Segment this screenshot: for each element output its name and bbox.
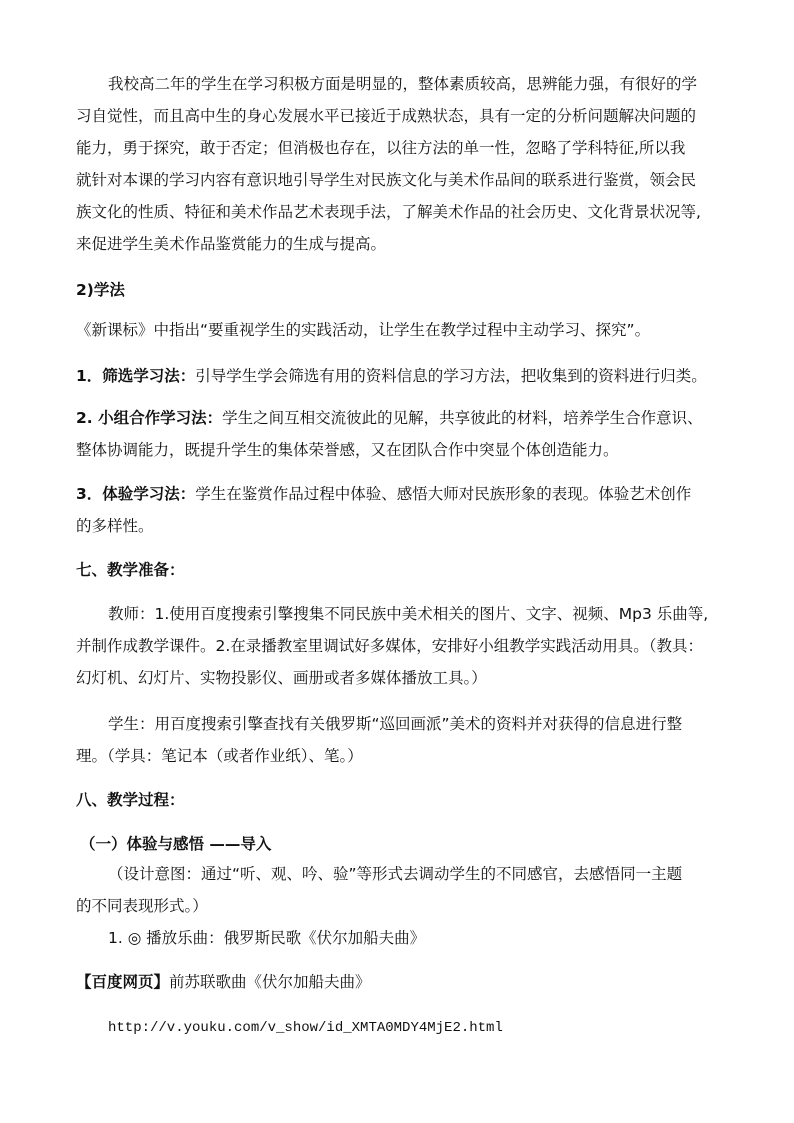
method-item-2-label: 2. 小组合作学习法： xyxy=(76,409,223,427)
method-item-1-text: 引导学生学会筛选有用的资料信息的学习方法，把收集到的资料进行归类。 xyxy=(195,367,707,385)
baidu-line xyxy=(76,972,371,992)
design-line-1: （设计意图：通过“听、观、吟、验”等形式去调动学生的不同感官，去感悟同一主题 xyxy=(108,865,683,883)
step-1: 1. ◎ 播放乐曲：俄罗斯民歌《伏尔加船夫曲》 xyxy=(108,929,426,947)
intro-line-3: 能力，勇于探究，敢于否定；但消极也存在，以往方法的单一性，忽略了学科特征,所以我 xyxy=(76,139,686,157)
process-heading: 八、教学过程： xyxy=(76,791,185,809)
method-item-3-cont: 的多样性。 xyxy=(76,517,154,535)
intro-line-4: 就针对本课的学习内容有意识地引导学生对民族文化与美术作品间的联系进行鉴赏，领会民 xyxy=(76,171,697,189)
method-item-2-cont: 整体协调能力，既提升学生的集体荣誉感，又在团队合作中突显个体创造能力。 xyxy=(76,441,619,459)
method-item-3-label: 3．体验学习法： xyxy=(76,485,196,503)
intro-line-6: 来促进学生美术作品鉴赏能力的生成与提高。 xyxy=(76,235,387,253)
intro-line-5: 族文化的性质、特征和美术作品艺术表现手法，了解美术作品的社会历史、文化背景状况等, xyxy=(76,203,701,221)
intro-line-2: 习自觉性，而且高中生的身心发展水平已接近于成熟状态，具有一定的分析问题解决问题的 xyxy=(76,107,697,125)
method-item-2-text: 学生之间互相交流彼此的见解，共享彼此的材料，培养学生合作意识、 xyxy=(222,409,703,427)
baidu-text: 前苏联歌曲《伏尔加船夫曲》 xyxy=(169,973,371,991)
method-item-3 xyxy=(76,484,691,504)
design-line-2: 的不同表现形式。） xyxy=(76,897,208,915)
student-line-1: 学生：用百度搜索引擎查找有关俄罗斯“巡回画派”美术的资料并对获得的信息进行整 xyxy=(108,715,683,733)
intro-line-1: 我校高二年的学生在学习积极方面是明显的，整体素质较高，思辨能力强，有很好的学 xyxy=(108,75,698,93)
new-curriculum-quote: 《新课标》中指出“要重视学生的实践活动，让学生在教学过程中主动学习、探究”。 xyxy=(76,321,651,339)
preparation-heading: 七、教学准备： xyxy=(76,561,185,579)
teacher-line-2: 并制作成教学课件。2.在录播教室里调试好多媒体，安排好小组教学实践活动用具。（教具： xyxy=(76,637,704,655)
baidu-label: 【百度网页】 xyxy=(76,973,170,991)
method-item-3-text: 学生在鉴赏作品过程中体验、感悟大师对民族形象的表现。体验艺术创作 xyxy=(195,485,692,503)
method-item-2 xyxy=(76,408,703,428)
teacher-line-3: 幻灯机、幻灯片、实物投影仪、画册或者多媒体播放工具。） xyxy=(76,669,487,687)
study-method-heading: 2)学法 xyxy=(76,281,125,299)
student-line-2: 理。（学具：笔记本（或者作业纸）、笔。） xyxy=(76,747,363,765)
video-url-link[interactable]: http://v.youku.com/v_show/id_XMTA0MDY4MjE2.html xyxy=(108,1020,503,1036)
section-1-title: （一）体验与感悟 ——导入 xyxy=(80,835,272,853)
method-item-1 xyxy=(76,366,707,386)
method-item-1-label: 1．筛选学习法： xyxy=(76,367,196,385)
teacher-line-1: 教师：1.使用百度搜索引擎搜集不同民族中美术相关的图片、文字、视频、Mp3 乐曲等, xyxy=(108,605,709,623)
